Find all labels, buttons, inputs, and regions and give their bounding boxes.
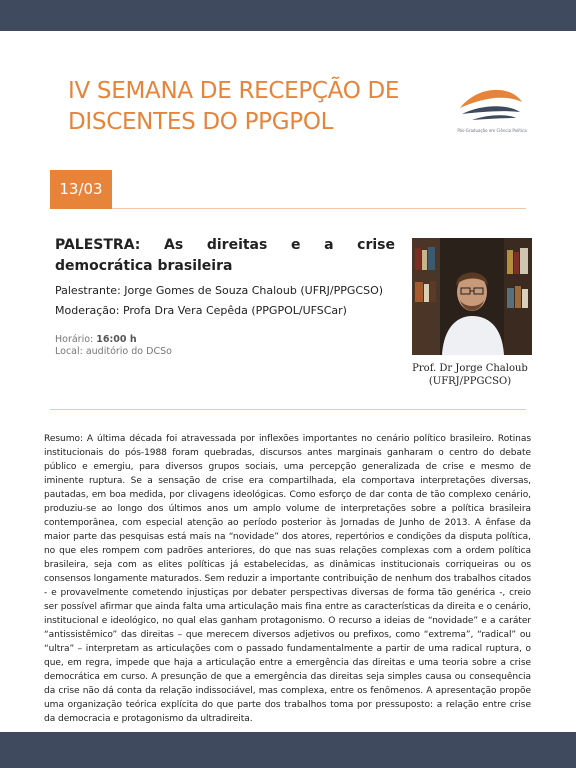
- abstract: [44, 432, 531, 726]
- event-time: [55, 334, 355, 346]
- photo-caption-line-2: (UFRJ/PPGCSO): [428, 376, 512, 387]
- event-place: Local: auditório do DCSo: [55, 346, 172, 357]
- talk-title-text: As direitas e a crise democrática brasileira: [55, 237, 395, 274]
- page-title: [68, 76, 428, 138]
- speaker: Palestrante: Jorge Gomes de Souza Chaloub (UFRJ/PPGCSO): [55, 284, 384, 297]
- abstract-text: A última década foi atravessada por inflexões importantes no cenário político brasileiro. Rotinas institucionais do pós-1988 foram quebradas, discursos antes marginais ganharam o centro do debate público e emergiu, para diversos grupos sociais, uma percepção generalizada de crise e mesmo de iminente ruptura. Se a sensação de crise era compartilhada, ela comportava interpretações diversas, pautadas, em boa medida, por clivagens ideológicas. Como esforço de dar conta de tão complexo cenário, produziu-se ao longo dos últimos anos um amplo volume de interpretações sobre a política brasileira contemporânea, com especial atenção ao período posterior às Jornadas de Junho de 2013. A ênfase da maior parte das pesquisas está mais na “novidade” dos atores, repertórios e condições da disputa política, no que eles rompem com padrões anteriores, do que nas suas relações complexas com a ordem política brasileira, seja com as elites políticas já estabelecidas, as dinâmicas institucionais corriqueiras ou os consensos longamente maturados. Sem reduzir a importante contribuição de nenhum dos trabalhos citados - e provavelmente cometendo injustiças por debater perspectivas diversas de forma tão genérica -, creio ser possível afirmar que ainda falta uma articulação mais fina entre as características da direita e o cenário, institucional e ideológico, no qual elas ganham protagonismo. O recurso a ideias de “novidade” e a caráter “antissistêmico” das direitas – que merecem diversos adjetivos ou prefixos, como “extrema”, “radical” ou “ultra” – interpretam as articulações com o passado fundamentalmente a partir de uma radical ruptura, o que, em regra, impede que haja a articulação entre a emergência das direitas e uma teoria sobre a crise democrática em curso. A presunção de que a emergência das direitas seja simples causa ou consequência da crise não dá conta da relação indissociável, mas complexa, entre os fenômenos. A apresentação propõe uma organização teórica explícita do que parte dos trabalhos toma por pressuposto: a relação entre crise da democracia e protagonismo da ultradireita.: [44, 434, 531, 724]
- talk-title: [55, 235, 395, 277]
- bottom-bar: [0, 732, 576, 768]
- speaker-photo: [412, 238, 532, 355]
- photo-caption-line-1: Prof. Dr Jorge Chaloub: [412, 363, 528, 374]
- time-value: 16:00 h: [96, 334, 137, 345]
- moderation: Moderação: Profa Dra Vera Cepêda (PPGPOL/UFSCar): [55, 304, 347, 317]
- event-date: 13/03: [50, 170, 112, 209]
- talk-label: PALESTRA:: [55, 237, 141, 253]
- title-line-1: IV SEMANA DE RECEPÇÃO DE: [68, 78, 400, 104]
- top-bar: [0, 0, 576, 31]
- photo-caption: [400, 362, 540, 388]
- abstract-label: Resumo:: [44, 434, 83, 444]
- logo-caption: Pós-Graduação em Ciência Política: [457, 128, 527, 133]
- time-label: Horário:: [55, 334, 97, 345]
- divider-middle: [50, 409, 526, 410]
- title-line-2: DISCENTES DO PPGPOL: [68, 109, 334, 135]
- divider-top: [112, 208, 526, 209]
